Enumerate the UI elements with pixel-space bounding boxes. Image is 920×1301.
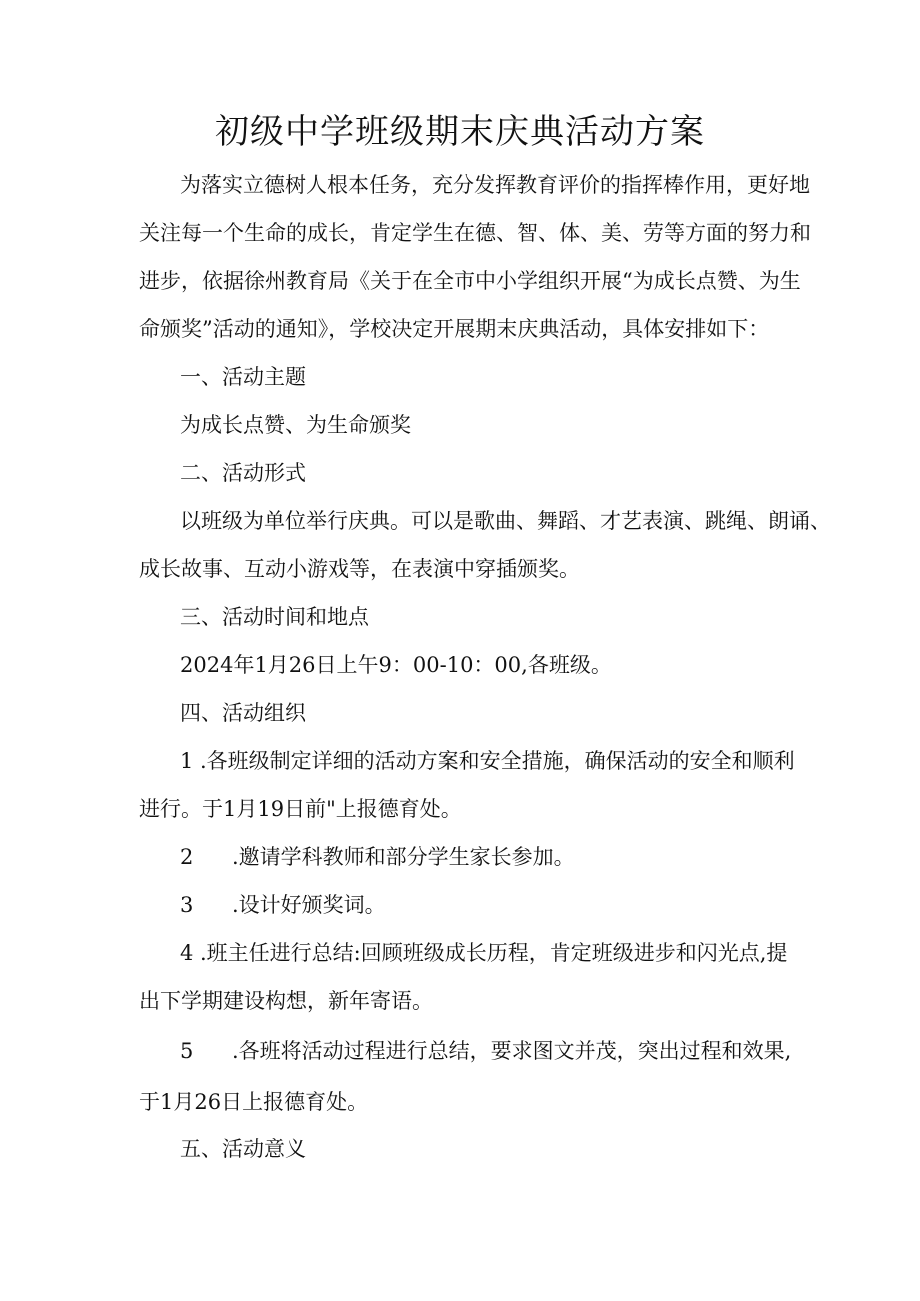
- org-item-number: 5: [180, 1039, 194, 1063]
- org-item-5-continued: 于1月26日上报德育处。: [139, 1090, 369, 1114]
- intro-line-2: 关注每一个生命的成长，肯定学生在德、智、体、美、劳等方面的努力和: [139, 221, 811, 245]
- org-item-5: [180, 1036, 791, 1066]
- org-item-2: [180, 842, 575, 872]
- section-3-heading: 三、活动时间和地点: [180, 605, 369, 629]
- intro-line-3: 进步，依据徐州教育局《关于在全市中小学组织开展“为成长点赞、为生: [139, 269, 801, 293]
- org-item-text: .邀请学科教师和部分学生家长参加。: [232, 845, 575, 869]
- section-2-heading: 二、活动形式: [180, 461, 306, 485]
- org-item-number: 2: [180, 845, 194, 869]
- org-item-text: .各班级制定详细的活动方案和安全措施，确保活动的安全和顺利: [200, 749, 795, 773]
- intro-line-4: 命颁奖”活动的通知》，学校决定开展期末庆典活动，具体安排如下：: [139, 317, 770, 341]
- org-item-text: .各班将活动过程进行总结，要求图文并茂，突出过程和效果,: [232, 1039, 792, 1063]
- org-item-1-continued: 进行。于1月19日前"上报德育处。: [139, 797, 462, 821]
- org-item-number: 4: [180, 941, 194, 965]
- org-item-1: [180, 746, 795, 776]
- org-item-number: 1: [180, 749, 194, 773]
- section-5-heading: 五、活动意义: [180, 1137, 306, 1161]
- section-3-body: 2024年1月26日上午9：00-10：00,各班级。: [180, 653, 612, 677]
- section-1-heading: 一、活动主题: [180, 365, 306, 389]
- intro-line-1: 为落实立德树人根本任务，充分发挥教育评价的指挥棒作用，更好地: [180, 173, 810, 197]
- document-title: 初级中学班级期末庆典活动方案: [215, 112, 705, 152]
- org-item-4: [180, 938, 788, 968]
- section-2-body-line-1: 以班级为单位举行庆典。可以是歌曲、舞蹈、才艺表演、跳绳、朗诵、: [180, 509, 831, 533]
- section-4-heading: 四、活动组织: [180, 701, 306, 725]
- org-item-4-continued: 出下学期建设构想，新年寄语。: [139, 989, 433, 1013]
- org-item-3: [180, 890, 386, 920]
- org-item-number: 3: [180, 893, 194, 917]
- section-1-body: 为成长点赞、为生命颁奖: [180, 413, 411, 437]
- org-item-text: .设计好颁奖词。: [232, 893, 386, 917]
- org-item-text: .班主任进行总结:回顾班级成长历程，肯定班级进步和闪光点,提: [200, 941, 788, 965]
- section-2-body-line-2: 成长故事、互动小游戏等，在表演中穿插颁奖。: [139, 557, 580, 581]
